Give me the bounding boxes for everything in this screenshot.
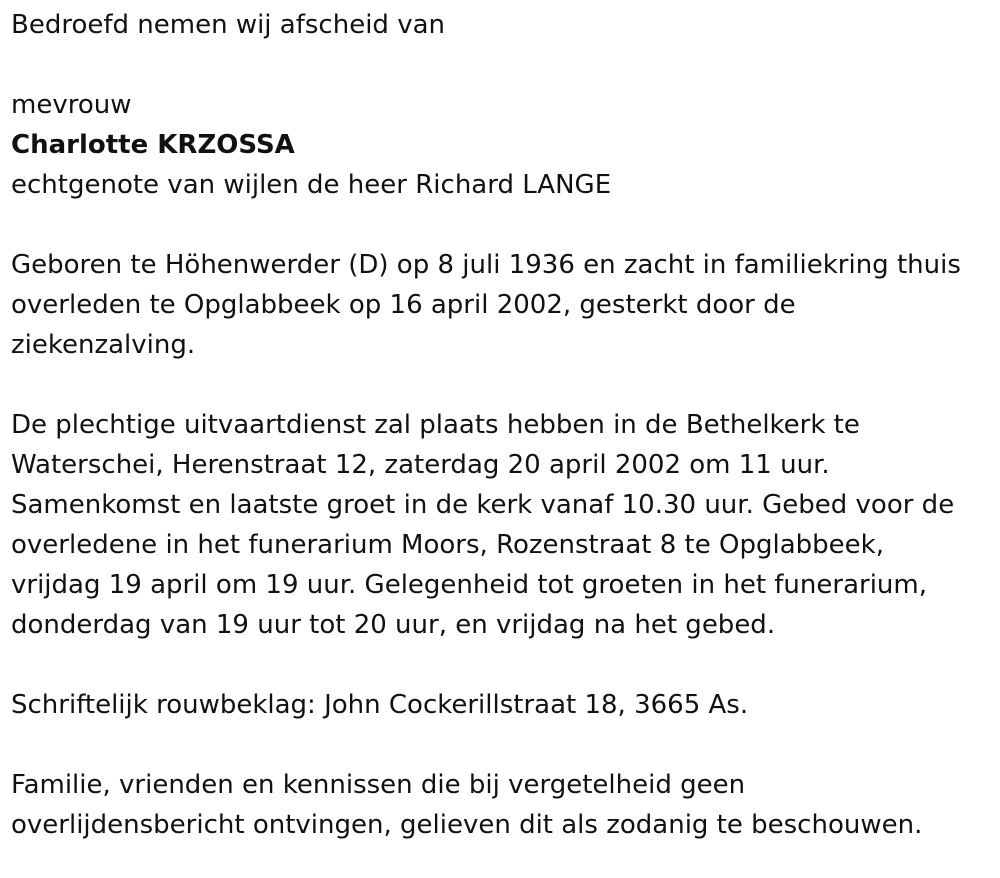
spacer — [11, 645, 996, 685]
paragraph-line: overleden te Opglabbeek op 16 april 2002, gesterkt door de — [11, 290, 796, 320]
deceased-name: Charlotte KRZOSSA — [11, 130, 295, 160]
paragraph-line: De plechtige uitvaartdienst zal plaats hebben in de Bethelkerk te — [11, 410, 860, 440]
paragraph-line: Familie, vrienden en kennissen die bij vergetelheid geen — [11, 770, 746, 800]
paragraph-line: Geboren te Höhenwerder (D) op 8 juli 1936 en zacht in familiekring thuis — [11, 250, 961, 280]
spacer — [11, 45, 996, 85]
spouse-line: echtgenote van wijlen de heer Richard LANGE — [11, 170, 612, 200]
paragraph-line: overledene in het funerarium Moors, Rozenstraat 8 te Opglabbeek, — [11, 530, 884, 560]
paragraph-line: Waterschei, Herenstraat 12, zaterdag 20 april 2002 om 11 uur. — [11, 450, 830, 480]
birth-death-paragraph — [11, 245, 996, 365]
paragraph-line: overlijdensbericht ontvingen, gelieven dit als zodanig te beschouwen. — [11, 810, 923, 840]
intro-text: Bedroefd nemen wij afscheid van — [11, 10, 445, 40]
condolence-address: Schriftelijk rouwbeklag: John Cockerillstraat 18, 3665 As. — [11, 690, 749, 720]
honorific: mevrouw — [11, 90, 132, 120]
spacer — [11, 365, 996, 405]
spacer — [11, 205, 996, 245]
paragraph-line: ziekenzalving. — [11, 330, 196, 360]
service-paragraph — [11, 405, 996, 645]
spacer — [11, 725, 996, 765]
paragraph-line: vrijdag 19 april om 19 uur. Gelegenheid tot groeten in het funerarium, — [11, 570, 927, 600]
paragraph-line: donderdag van 19 uur tot 20 uur, en vrijdag na het gebed. — [11, 610, 776, 640]
closing-paragraph — [11, 765, 996, 845]
paragraph-line: Samenkomst en laatste groet in de kerk vanaf 10.30 uur. Gebed voor de — [11, 490, 955, 520]
obituary-notice — [11, 5, 996, 845]
